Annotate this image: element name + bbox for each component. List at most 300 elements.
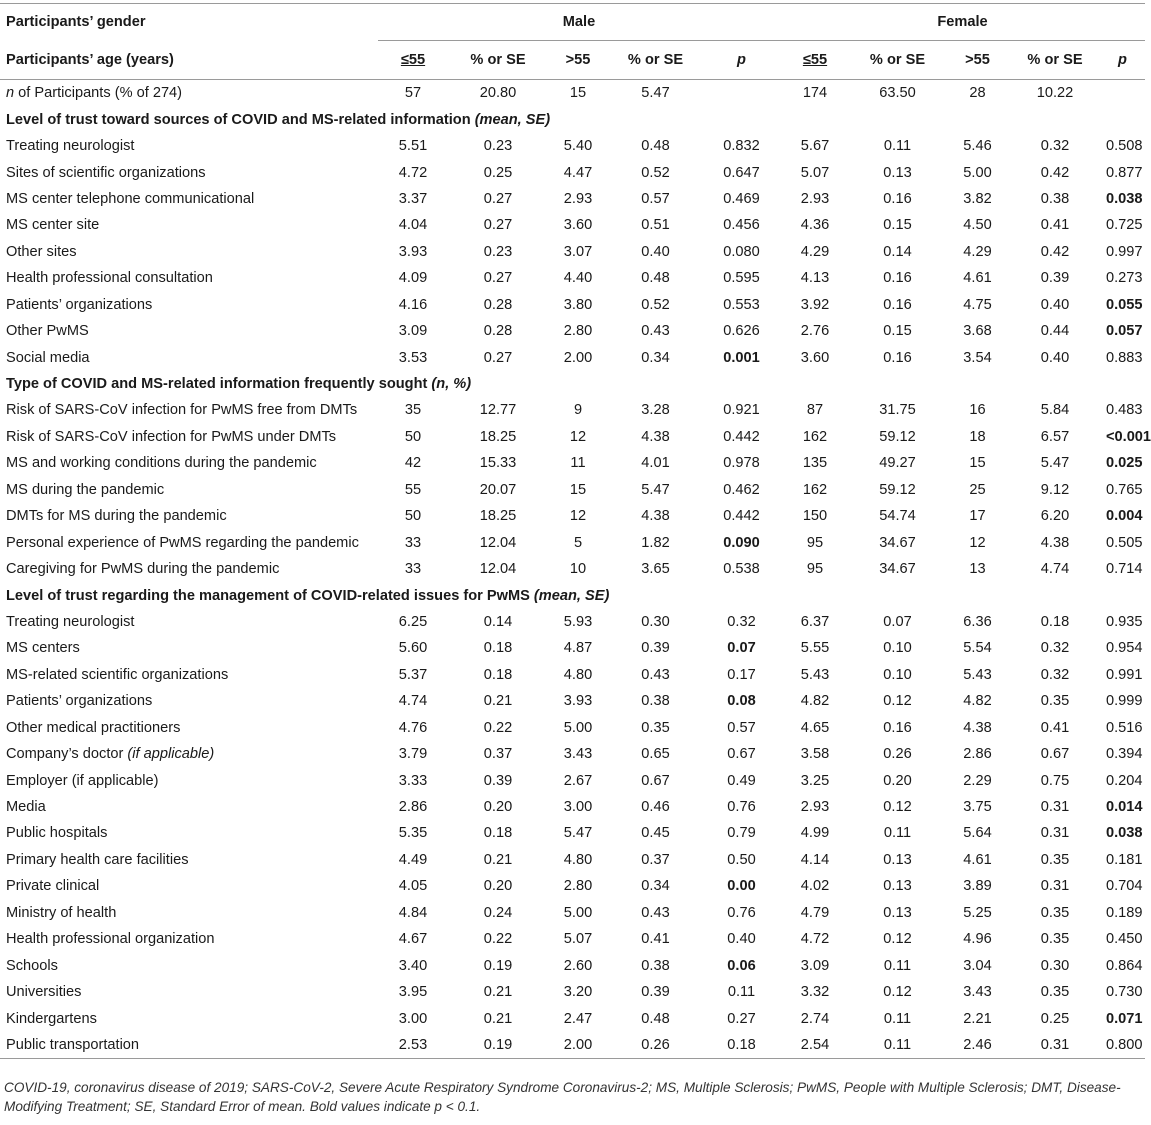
table-cell: 0.30 (1040, 957, 1070, 974)
table-cell: 55 (404, 481, 422, 498)
table-cell: 0.978 (723, 455, 760, 472)
table-cell: 57 (404, 85, 422, 102)
table-cell: 4.80 (563, 666, 593, 683)
table-cell: 0.23 (483, 138, 513, 155)
row-label-text: MS center site (6, 217, 100, 234)
table-cell: 0.12 (883, 931, 912, 948)
row-label (0, 159, 378, 185)
table-cell: 2.86 (398, 799, 428, 816)
row-label-text: Kindergartens (6, 1010, 97, 1027)
table-cell: 20.07 (479, 481, 517, 498)
table-cell: 0.35 (1040, 931, 1070, 948)
table-cell: 0.31 (1010, 1032, 1100, 1059)
table-cell: 3.37 (398, 190, 428, 207)
table-cell: 50 (404, 428, 422, 445)
table-cell: 50 (404, 508, 422, 525)
table-row (0, 292, 1145, 318)
table-cell: 4.72 (800, 931, 830, 948)
table-cell: 4.79 (800, 904, 830, 921)
table-row (0, 609, 1145, 635)
table-cell: 0.12 (883, 984, 912, 1001)
row-label-text: Other medical practitioners (6, 719, 181, 736)
table-cell: 6.20 (1040, 508, 1070, 525)
table-cell: 0.18 (1040, 613, 1070, 630)
table-cell: 0.18 (483, 825, 513, 842)
table-cell: 0.16 (883, 719, 912, 736)
female-header: Female (780, 4, 1145, 41)
table-cell: 0.43 (641, 666, 670, 683)
table-cell: 0.48 (641, 1010, 670, 1027)
table-cell: 2.00 (548, 1032, 608, 1059)
table-row (0, 133, 1145, 159)
table-cell: 0.34 (641, 878, 670, 895)
table-cell: 0.50 (727, 851, 756, 868)
table-cell: 5.37 (398, 666, 428, 683)
table-cell: 5.46 (963, 138, 992, 155)
table-cell: 0.27 (483, 349, 513, 366)
row-label-text: Patients’ organizations (6, 693, 153, 710)
table-cell: 6.36 (963, 613, 992, 630)
table-row (0, 450, 1145, 476)
table-cell: 4.50 (963, 217, 992, 234)
table-cell: 0.75 (1040, 772, 1070, 789)
table-cell: 0.40 (727, 931, 756, 948)
row-label (0, 212, 378, 238)
table-cell: 0.538 (723, 561, 760, 578)
table-cell: 4.84 (398, 904, 428, 921)
table-cell: 4.01 (641, 455, 670, 472)
table-cell: 95 (806, 561, 824, 578)
table-cell: 0.13 (883, 904, 912, 921)
table-cell: 0.34 (641, 349, 670, 366)
table-cell: 42 (404, 455, 422, 472)
table-cell: 5.00 (563, 719, 593, 736)
table-cell: 0.001 (723, 349, 760, 366)
table-cell: 0.090 (723, 534, 760, 551)
table-cell: 0.864 (1106, 957, 1143, 974)
table-cell: 12 (969, 534, 986, 551)
table-cell: 0.11 (883, 957, 912, 974)
table-cell (1100, 80, 1145, 107)
row-label (0, 292, 378, 318)
table-cell: 3.07 (563, 243, 593, 260)
row-label (0, 609, 378, 635)
table-cell: 0.11 (727, 984, 756, 1001)
table-cell: 0.67 (641, 772, 670, 789)
table-cell: 59.12 (879, 481, 916, 498)
table-cell: 5.47 (1040, 455, 1070, 472)
table-cell: 63.50 (879, 85, 916, 102)
table-cell: 0.014 (1106, 799, 1143, 816)
table-cell: 0.025 (1106, 455, 1143, 472)
table-cell: 0.43 (641, 323, 670, 340)
table-cell: 1.82 (641, 534, 670, 551)
table-cell: 0.21 (483, 851, 513, 868)
table-cell: 12.04 (479, 534, 517, 551)
row-label-text: Health professional organization (6, 931, 215, 948)
table-cell: 5.67 (800, 138, 830, 155)
table-cell: 0.79 (727, 825, 756, 842)
table-cell: 4.02 (800, 878, 830, 895)
table-cell: 0.19 (448, 1032, 548, 1059)
table-cell: 0.877 (1106, 164, 1143, 181)
table-cell: 0.35 (1040, 851, 1070, 868)
table-cell: 3.80 (563, 296, 593, 313)
table-cell: 0.394 (1106, 746, 1143, 763)
table-cell: 0.273 (1106, 270, 1143, 287)
table-cell: 3.28 (641, 402, 670, 419)
row-label-text: Risk of SARS-CoV infection for PwMS under DMTs (6, 428, 337, 445)
table-cell: 0.31 (1040, 878, 1070, 895)
table-row (0, 1005, 1145, 1031)
table-cell: 6.25 (398, 613, 428, 630)
row-label-text: MS during the pandemic (6, 481, 165, 498)
row-label-text: MS center telephone communicational (6, 190, 255, 207)
table-cell: 174 (802, 85, 828, 102)
row-label (0, 529, 378, 555)
row-label-text: Other sites (6, 243, 77, 260)
row-label (0, 556, 378, 582)
table-cell: 4.75 (963, 296, 992, 313)
table-cell: 0.954 (1106, 640, 1143, 657)
table-row (0, 159, 1145, 185)
row-label-text: MS centers (6, 640, 80, 657)
table-cell: 34.67 (879, 534, 916, 551)
table-cell: 18 (969, 428, 986, 445)
table-cell: 0.38 (641, 693, 670, 710)
table-cell: 0.48 (641, 138, 670, 155)
table-cell: 3.95 (398, 984, 428, 1001)
table-cell: 5.43 (800, 666, 830, 683)
table-cell: 0.21 (483, 1010, 513, 1027)
table-cell: 5.84 (1040, 402, 1070, 419)
table-cell: 0.16 (883, 296, 912, 313)
table-row (0, 820, 1145, 846)
table-cell: 2.93 (800, 190, 830, 207)
row-label (0, 741, 378, 767)
row-label-text: Health professional consultation (6, 270, 213, 287)
table-cell: 3.25 (800, 772, 830, 789)
table-cell: 0.14 (483, 613, 513, 630)
table-cell: 0.32 (727, 613, 756, 630)
table-cell: 0.181 (1106, 851, 1143, 868)
table-cell: 0.51 (641, 217, 670, 234)
male-pct2-header: % or SE (608, 41, 703, 80)
table-cell: 0.35 (1040, 693, 1070, 710)
table-cell: 0.13 (883, 851, 912, 868)
table-cell: 0.883 (1106, 349, 1143, 366)
table-row (0, 979, 1145, 1005)
table-row (0, 397, 1145, 423)
row-label (0, 450, 378, 476)
gender-label: Participants’ gender (6, 14, 146, 31)
table-row (0, 503, 1145, 529)
table-cell: 0.44 (1040, 323, 1070, 340)
header-row-gender (0, 4, 1145, 41)
table-cell: 3.65 (641, 561, 670, 578)
table-cell: 2.21 (963, 1010, 992, 1027)
table-cell: 0.45 (641, 825, 670, 842)
table-row (0, 318, 1145, 344)
section-header (0, 371, 1145, 397)
table-cell: 0.20 (483, 878, 513, 895)
table-cell: 3.89 (963, 878, 992, 895)
table-cell: 0.626 (723, 323, 760, 340)
table-cell: 0.65 (641, 746, 670, 763)
row-label-suffix: (if applicable) (123, 746, 215, 763)
table-cell: 15.33 (479, 455, 517, 472)
section-title-units: (n, %) (427, 376, 472, 393)
table-cell: 0.442 (723, 508, 760, 525)
row-label-text: Universities (6, 984, 82, 1001)
table-cell: 0.26 (608, 1032, 703, 1059)
table-row (0, 186, 1145, 212)
participants-label-text: of Participants (% of 274) (14, 85, 183, 102)
row-label-text: Ministry of health (6, 904, 117, 921)
table-cell: 5.47 (641, 481, 670, 498)
table-cell: 12 (569, 428, 587, 445)
row-label-text: Sites of scientific organizations (6, 164, 206, 181)
table-cell: 0.462 (723, 481, 760, 498)
table-cell: 0.999 (1106, 693, 1143, 710)
table-cell: 0.18 (483, 666, 513, 683)
section-header (0, 582, 1145, 608)
female-pct1-header: % or SE (850, 41, 945, 80)
header-row-age (0, 41, 1145, 80)
table-row (0, 239, 1145, 265)
table-cell: 0.204 (1106, 772, 1143, 789)
table-cell: 13 (969, 561, 986, 578)
table-cell: 0.08 (727, 693, 756, 710)
table-cell: 0.038 (1106, 825, 1143, 842)
row-label (0, 424, 378, 450)
table-cell: 5.07 (800, 164, 830, 181)
table-cell: 12 (569, 508, 587, 525)
table-cell: 2.46 (945, 1032, 1010, 1059)
row-label (0, 900, 378, 926)
table-cell: 4.38 (963, 719, 992, 736)
row-label (0, 688, 378, 714)
table-cell: 4.67 (398, 931, 428, 948)
table-cell: 0.28 (483, 296, 513, 313)
table-row (0, 767, 1145, 793)
table-cell: 2.93 (800, 799, 830, 816)
table-cell: 3.43 (563, 746, 593, 763)
table-cell: 5.55 (800, 640, 830, 657)
row-label (0, 662, 378, 688)
table-row (0, 952, 1145, 978)
table-cell: 5.07 (563, 931, 593, 948)
table-cell: 12.77 (479, 402, 517, 419)
table-cell: 25 (969, 481, 986, 498)
row-label (0, 820, 378, 846)
table-cell: 0.714 (1106, 561, 1143, 578)
row-label (0, 979, 378, 1005)
table-cell: 3.93 (563, 693, 593, 710)
table-cell: 0.52 (641, 296, 670, 313)
table-cell: 2.76 (800, 323, 830, 340)
table-cell: 0.49 (727, 772, 756, 789)
row-label-text: Primary health care facilities (6, 851, 189, 868)
table-cell: 5.43 (963, 666, 992, 683)
row-label-text: Other PwMS (6, 323, 89, 340)
table-cell: 3.60 (563, 217, 593, 234)
table-cell: 5.40 (563, 138, 593, 155)
table-cell: 0.26 (883, 746, 912, 763)
table-cell: 0.57 (641, 190, 670, 207)
table-cell: 4.65 (800, 719, 830, 736)
table-cell: 0.14 (883, 243, 912, 260)
table-cell: 0.25 (1040, 1010, 1070, 1027)
table-cell: 4.61 (963, 851, 992, 868)
table-cell: 4.76 (398, 719, 428, 736)
row-label (0, 318, 378, 344)
table-cell: 4.87 (563, 640, 593, 657)
table-cell: 0.038 (1106, 190, 1143, 207)
table-cell: 0.76 (727, 799, 756, 816)
table-row (0, 265, 1145, 291)
table-row (0, 741, 1145, 767)
table-cell: 0.48 (641, 270, 670, 287)
table-cell: 4.36 (800, 217, 830, 234)
table-row (0, 424, 1145, 450)
section-title (0, 106, 1145, 132)
age-label: Participants’ age (years) (0, 41, 378, 80)
table-cell: 4.38 (641, 428, 670, 445)
table-cell: 0.67 (1040, 746, 1070, 763)
table-row (0, 688, 1145, 714)
row-label-text: Public transportation (6, 1036, 140, 1053)
table-cell: 35 (404, 402, 422, 419)
table-cell: 0.40 (641, 243, 670, 260)
table-cell: 0.483 (1106, 402, 1143, 419)
table-cell: 0.18 (483, 640, 513, 657)
table-cell: 0.071 (1106, 1010, 1143, 1027)
row-label-text: Media (6, 799, 46, 816)
table-cell: 0.21 (483, 984, 513, 1001)
table-cell: 0.20 (483, 799, 513, 816)
table-row (0, 1032, 1145, 1059)
table-cell: 95 (806, 534, 824, 551)
table-cell: 0.39 (641, 984, 670, 1001)
table-cell: 9 (573, 402, 583, 419)
table-cell: 0.27 (483, 270, 513, 287)
female-le55-header: ≤55 (780, 41, 850, 80)
table-cell: 0.38 (1040, 190, 1070, 207)
table-cell: 0.39 (641, 640, 670, 657)
table-row (0, 794, 1145, 820)
row-label-text: Patients’ organizations (6, 296, 153, 313)
table-cell: 4.82 (963, 693, 992, 710)
table-cell: 3.00 (398, 1010, 428, 1027)
table-cell: 0.19 (483, 957, 513, 974)
table-cell: 0.32 (1040, 666, 1070, 683)
table-cell: 15 (569, 481, 587, 498)
table-cell: 3.32 (800, 984, 830, 1001)
table-cell: 12.04 (479, 561, 517, 578)
table-cell: 5.00 (563, 904, 593, 921)
row-label-text: Public hospitals (6, 825, 108, 842)
table-cell: 0.921 (723, 402, 760, 419)
table-cell: 4.96 (963, 931, 992, 948)
table-cell: 3.09 (800, 957, 830, 974)
table-cell: 2.67 (563, 772, 593, 789)
table-cell: 0.42 (1040, 164, 1070, 181)
table-cell: 2.60 (563, 957, 593, 974)
table-cell: 0.080 (723, 243, 760, 260)
table-cell: 4.80 (563, 851, 593, 868)
table-cell: 0.11 (883, 138, 912, 155)
table-cell: 4.14 (800, 851, 830, 868)
row-label (0, 926, 378, 952)
table-cell: 5.60 (398, 640, 428, 657)
table-cell: 0.30 (641, 613, 670, 630)
results-table (0, 4, 1151, 1059)
table-cell: 0.22 (483, 931, 513, 948)
table-cell: 0.12 (883, 799, 912, 816)
table-cell: 0.508 (1106, 138, 1143, 155)
table-cell: 0.057 (1106, 323, 1143, 340)
table-cell: 0.10 (883, 666, 912, 683)
table-cell: 162 (802, 481, 828, 498)
table-cell: 4.74 (1040, 561, 1070, 578)
table-cell: 0.06 (727, 957, 756, 974)
table-cell: 18.25 (479, 508, 517, 525)
table-cell: 0.991 (1106, 666, 1143, 683)
table-cell: 0.997 (1106, 243, 1143, 260)
table-cell: 0.31 (1040, 825, 1070, 842)
male-gt55-header: >55 (548, 41, 608, 80)
table-cell: 4.16 (398, 296, 428, 313)
table-row (0, 635, 1145, 661)
table-cell: 5.47 (563, 825, 593, 842)
table-cell: 15 (969, 455, 986, 472)
table-cell: 6.37 (800, 613, 830, 630)
table-cell: 33 (404, 534, 422, 551)
table-cell: 0.16 (883, 349, 912, 366)
table-cell: 0.52 (641, 164, 670, 181)
section-title-text: Type of COVID and MS-related information frequently sought (6, 376, 428, 393)
table-cell: 5.35 (398, 825, 428, 842)
table-cell: 5.64 (963, 825, 992, 842)
table-cell: 3.20 (563, 984, 593, 1001)
section-title (0, 371, 1145, 397)
row-label-text: Treating neurologist (6, 138, 135, 155)
table-cell: 0.20 (883, 772, 912, 789)
table-cell: 4.29 (963, 243, 992, 260)
table-cell: 0.40 (1040, 296, 1070, 313)
table-cell: 0.10 (883, 640, 912, 657)
table-row (0, 715, 1145, 741)
table-cell: 3.04 (963, 957, 992, 974)
table-row (0, 556, 1145, 582)
table-cell: 2.86 (963, 746, 992, 763)
table-cell: 3.60 (800, 349, 830, 366)
table-cell: 3.93 (398, 243, 428, 260)
table-cell: 0.16 (883, 190, 912, 207)
female-p-header: p (1100, 41, 1145, 80)
male-header: Male (378, 4, 780, 41)
table-cell: 2.80 (563, 323, 593, 340)
table-cell: 5.54 (963, 640, 992, 657)
table-cell: 4.74 (398, 693, 428, 710)
table-row (0, 926, 1145, 952)
table-cell: 0.11 (883, 825, 912, 842)
table-cell: 0.442 (723, 428, 760, 445)
table-cell: 0.41 (641, 931, 670, 948)
male-pct1-header: % or SE (448, 41, 548, 80)
table-cell: 3.33 (398, 772, 428, 789)
